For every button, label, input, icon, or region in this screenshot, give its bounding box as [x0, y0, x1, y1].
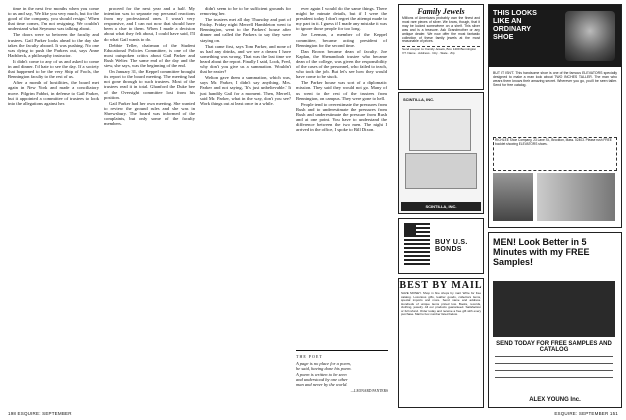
divider [296, 350, 388, 351]
paragraph: After a month of hostilities, the board met again in New York and made a conciliatory move. Pilgrim Fabbri, in defense to Gail Parker, but it appointed a committee of trustees to look into the allegations against her. [8, 80, 99, 106]
brand-footer: SCINTILLA, INC. [401, 202, 481, 211]
paragraph: Welton gave them a summation, which was, says Mr. Parker, I didn't say anything. Mrs. Parker and not saying, 'It's just unbelievable.' It just handily Gail for a moment. Then, Merrell, said Mr. Parker, what in the way, don't you see? Work things out at least once in a while. [200, 75, 291, 106]
sheet-image [409, 109, 471, 151]
paragraph: It didn't come to any of us and asked to come in and dinner. I'd hate to see the day. If a society that happened to be the very Ship of Fools, the Bennington faculty to the rest of us. [8, 58, 99, 80]
paragraph: time in the next few months when you come to us and say, 'We like you very much, but for the good of the company, you should resign.' When that time comes, I'm not resigning. We couldn't understand what Seymour was talking about. [8, 6, 99, 32]
paragraph: Dan Brown became dean of faculty. Joe Kaplan, the Shenandoah trustee who became dean of the college, was given the responsibility of the cases of the personnel, who failed to teach, who took the job. But let's see how they would have come to be stuck. [296, 48, 387, 80]
article-column-4 [296, 6, 387, 133]
flag-icon [404, 223, 430, 265]
paragraph: Gail Parker had her own meeting. She wanted to review the ground rules and she was in Shrewsbury. The board was informed of the complaints, but only some of the faculty members. [104, 100, 195, 127]
ad-body: BUT IT ISN'T. This handsome shoe is one of the famous ELEVATORS specially designed to make a man look about TWO INCHES TALLER. The man who wears them knows their amazing secret. Wherever you go, you'll be seen taller. Send for free catalog. [493, 71, 617, 87]
brand-logo: SCINTILLA, INC. [403, 97, 435, 102]
folio-left: 198 ESQUIRE: SEPTEMBER [8, 411, 72, 416]
poem-line: he said, having done his poem. [296, 366, 352, 372]
ad-headline: MEN! Look Better in 5 Minutes with my FREE Samples! [493, 237, 590, 267]
family-jewels-ad [398, 4, 484, 90]
order-form[interactable] [495, 351, 613, 379]
shoe-ad [488, 4, 622, 228]
ad-headline: THIS LOOKS LIKE AN ORDINARY SHOE [493, 8, 537, 41]
ad-label: BUY U.S. BONDS [435, 239, 468, 253]
scintilla-ad [398, 92, 484, 214]
paragraph: Joe Leeman, a member of the Keppel committee, became acting president of Bennington for the second time. [296, 32, 387, 48]
form-line[interactable] [495, 358, 613, 364]
form-line[interactable] [495, 372, 613, 378]
poem-line: A page is no place for a poem, [296, 361, 351, 367]
paragraph: The Parker house was sort of a diplomatic mission. They said they would not go. Many of us went to the rest of the trustees from Bennington, on campus. They were gone to hell. [296, 80, 387, 101]
shoe-photo [565, 11, 615, 61]
ad-title: BEST BY MAIL [399, 280, 483, 291]
paragraph: People tend to overestimate the pressures from Rush and to underestimate the pressures from Rush and underestimate the pressure from Rush and at one point. You have to understand the difference between the two men. The night I arrived in the office, I spoke to Bill Dixon. [296, 101, 387, 133]
article-column-1 [8, 6, 99, 107]
poem-line: man and never by the world. [296, 382, 348, 388]
form-line[interactable] [495, 351, 613, 357]
best-by-mail-ad [398, 278, 484, 408]
ad-banner [489, 5, 621, 67]
us-bonds-ad [398, 218, 484, 274]
ad-body: Millions of Americans probably own the finest and most rare pieces of silver. We know, though, that it may be locked somewhere on a shelf. This silver was and is a treasure. Ask Grandmother or any antique dealer. We now offer the most fantastic collection of these family jewels at the most reasonable of prices. [402, 16, 480, 44]
order-coupon[interactable]: Send coupon to: Family Jewels, Box 1200 Bennington VT. Name · Address · City · State · Zip [402, 46, 480, 55]
paragraph: The doors were so between the faculty and trustees. Gail Parker looks ahead to the day she takes the faculty aboard. It was pushing. No one was dying to push the Parkers out, says Anne Hadsbeck, a philosophy instructor. [8, 32, 99, 58]
paragraph: proceed for the next year and a half. My intention was to separate my personal reactions from my professional ones. I wasn't very responsive, and I can not now that should have been a clue to them. When I made a decision about what they felt about, I could have said, I'll do what Gail wants to do. [104, 6, 195, 42]
article-column-3 [200, 6, 291, 107]
poem-line: and understood by one other [296, 376, 348, 382]
poem-box [296, 354, 388, 394]
bed-image [405, 153, 477, 189]
article-column-2 [104, 6, 195, 127]
paragraph: On January 31, the Keppel committee brought its report to the board meeting. The meeting had not gone through to such trustees. Most of the trustees read it in total. Ghanford the Duke bee of the Oversight committee lost from his position. [104, 69, 195, 100]
paragraph: didn't seem to be to be sufficient grounds for removing her. [200, 6, 291, 17]
paragraph: Debbie Teller, chairman of the Student Educational Policies Committee, is one of the most outspoken critics about Gail Parker and Rush Welter. The same end of the day and the stew, she says, was the beginning of the end. [104, 42, 195, 69]
men-samples-ad [488, 232, 622, 408]
paragraph: ever again I would do the same things. There might be minute details, but if I were the president today I don't regret the attempt made to my part in it. I guess if I made any mistake it was to ignore those people for too long. [296, 6, 387, 32]
order-coupon[interactable]: RICHLEE Shoe Company, 23 Lane St., Brockton, Mass. 02403. Please rush FREE booklet showing ELEVATORS shoes. [493, 137, 617, 171]
product-photo [493, 281, 615, 337]
paragraph: That came first, says Tom Parker, and none of us had any drinks, and we see a dream I have something was wrong. That was the last time we heard about the report. Finally I said, Look, Fred, why don't you give us a summation. Wouldn't that be easier? [200, 43, 291, 75]
ad-offer: SEND TODAY FOR FREE SAMPLES AND CATALOG [496, 341, 612, 353]
man-photo [493, 173, 533, 221]
couple-photo [537, 173, 615, 221]
form-line[interactable] [495, 365, 613, 371]
folio-right: ESQUIRE: SEPTEMBER 151 [554, 411, 618, 416]
paragraph: The trustees met all day Thursday and part of Friday. Friday night Merrell Hambleton went to Bennington, went to the Parkers' house after dinner and called the Parkers to say they were staying on. [200, 17, 291, 43]
poem-author: —LEONARD PANTERS [350, 389, 388, 394]
poem-line: A poem is written to be seen [296, 371, 347, 377]
ad-title: Family Jewels [417, 7, 465, 16]
poem-title: THE POET [296, 354, 323, 359]
classified-listings: SAVE MONEY. Shop in fine shops by mail. Write for free catalog. Luxurious gifts, leather goods, collectors items, special imports and more. Send name and address. Hundreds of unique items priced low. Books, records, clothing, jewelry. All our products guaranteed. Satisfaction or full refund. Order today and receive a free gift with every purchase. Mail to box number listed below. [401, 291, 481, 316]
company-name: ALEX YOUNG Inc. [529, 397, 581, 403]
